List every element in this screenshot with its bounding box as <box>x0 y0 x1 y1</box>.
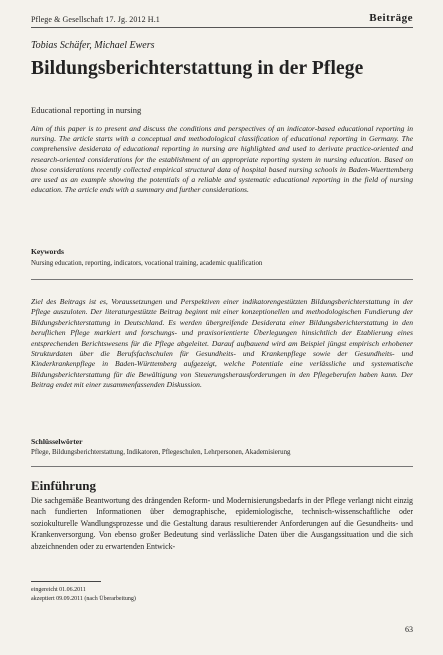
footnote-rule <box>31 581 101 582</box>
article-authors: Tobias Schäfer, Michael Ewers <box>31 40 155 51</box>
article-title: Bildungsberichterstattung in der Pflege <box>31 58 364 79</box>
section-heading: Einführung <box>31 478 97 493</box>
page-number: 63 <box>405 625 413 634</box>
keywords-label-german: Schlüsselwörter <box>31 437 83 446</box>
english-title: Educational reporting in nursing <box>31 105 142 115</box>
running-header <box>31 7 413 28</box>
keywords-english: Nursing education, reporting, indicators, vocational training, academic qualification <box>31 260 263 267</box>
abstract-english: Aim of this paper is to present and discuss the conditions and perspectives of an indicator-based educational reporting in nursing. The article starts with a conceptual and methodological classification of educational reporting in Germany. The comprehensive desiderata of educational reporting in nursing are highlighted and used to derivate practice-oriented and research-oriented considerations for the establishment of an appropriate reporting system in nursing education. Based on those considerations recently collected empirical structural data of hospital based nursing schools in Baden-Wuerttemberg are used as an example showing the potentials of a reliable and systematic educational reporting in the field of nursing education. The article ends with a summary and further considerations. <box>31 124 413 195</box>
accepted-date: akzeptiert 09.09.2011 (nach Überarbeitung) <box>31 596 136 602</box>
journal-name: Pflege & Gesellschaft 17. Jg. 2012 H.1 <box>31 15 160 24</box>
keywords-divider <box>31 466 413 467</box>
body-paragraph: Die sachgemäße Beantwortung des drängenden Reform- und Modernisierungsbedarfs in der Pflege verlangt nicht einzig nach fundierten Informationen über demographische, epidemiologische, technisch-wissenschaftliche oder soziokulturelle Wandlungsprozesse und die Gestaltung daraus resultierender Anforderungen auf die Gesundheits- und Krankenversorgung. Von ebenso großer Bedeutung sind verlässliche Daten über die Ausgangssituation und die sich abzeichnenden oder zu erwartenden Entwick- <box>31 496 413 551</box>
submitted-date: eingereicht 01.06.2011 <box>31 587 86 593</box>
keywords-label: Keywords <box>31 247 64 256</box>
section-tag: Beiträge <box>369 12 413 24</box>
keywords-german: Pflege, Bildungsberichterstattung, Indikatoren, Pflegeschulen, Lehrpersonen, Akademisierung <box>31 449 291 456</box>
abstract-divider <box>31 279 413 280</box>
abstract-german: Ziel des Beitrags ist es, Voraussetzungen und Perspektiven einer indikatorengestützten Bildungsberichterstattung in der Pflege auszuloten. Der literaturgestützte Beitrag beginnt mit einer konzeptionellen und methodologischen Fundierung der Bildungsberichterstattung in Deutschland. Es werden übergreifende Desiderata einer Bildungsberichterstattung in den beruflichen Pflege markiert und forschungs- und praxisorientierte Überlegungen hinsichtlich der Etablierung eines entsprechenden Berichtswesens für die Pflege abgeleitet. Darauf aufbauend wird am Beispiel jüngst empirisch erhobener Strukturdaten über die Berufsfachschulen für Gesundheits- und Krankenpflege sowie der Gesundheits- und Kinderkrankenpflege in Baden-Württemberg aufgezeigt, welche Potentiale eine verlässliche und systematische Bildungsberichterstattung für die Bewältigung von Steuerungsherausforderungen in den Pflegeberufen haben kann. Der Beitrag endet mit einer zusammenfassenden Diskussion. <box>31 297 413 390</box>
